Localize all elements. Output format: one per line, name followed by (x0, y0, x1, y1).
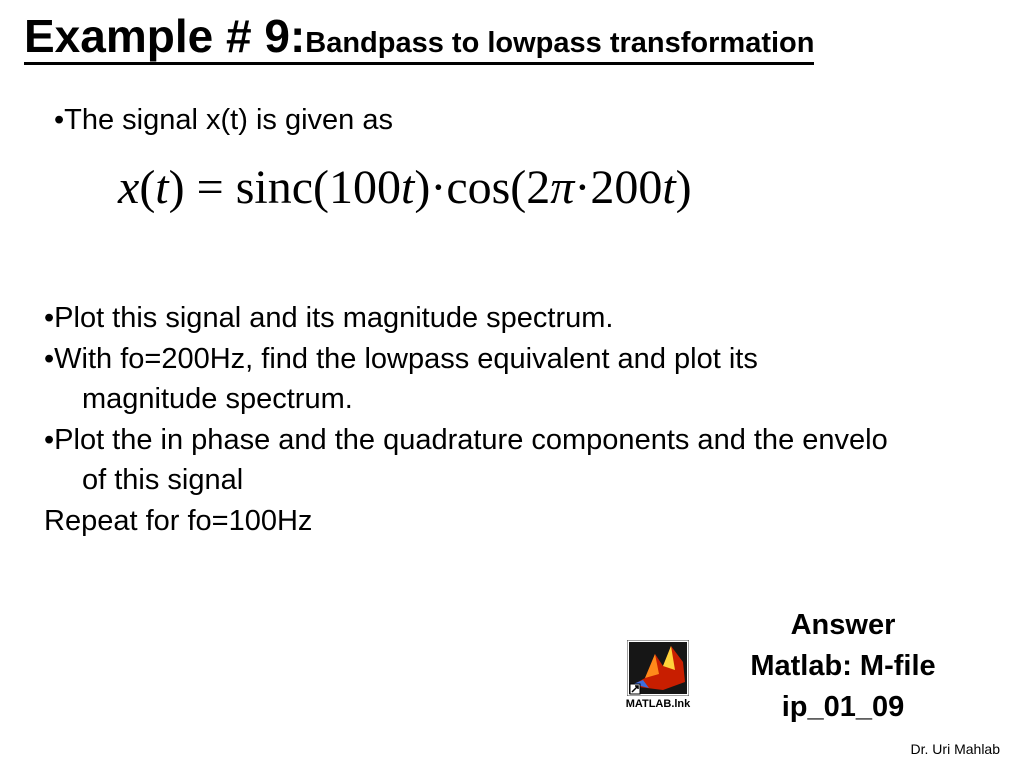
matlab-logo-icon (627, 640, 689, 696)
matlab-shortcut[interactable] (612, 640, 704, 710)
eq-close1: ) = sinc(100 (168, 161, 401, 214)
task-item-continuation: of this signal (82, 464, 244, 497)
eq-x: x (118, 161, 140, 214)
eq-t3: t (662, 161, 676, 214)
answer-file-name: ip_01_09 (781, 691, 905, 723)
eq-open1: ( (139, 161, 156, 214)
answer-file-type: Matlab: M-file (750, 650, 936, 682)
eq-mid: )·cos(2 (414, 161, 551, 214)
eq-close: ) (675, 161, 692, 214)
task-item: •With fo=200Hz, find the lowpass equivalent and plot its (44, 342, 758, 375)
task-item: •Plot this signal and its magnitude spectrum. (44, 302, 614, 334)
matlab-shortcut-label: MATLAB.lnk (625, 698, 691, 710)
signal-equation (118, 160, 692, 215)
answer-label: Answer (790, 609, 896, 641)
task-list (44, 298, 888, 542)
intro-text: •The signal x(t) is given as (54, 104, 393, 136)
eq-mid2: ·200 (574, 161, 663, 214)
eq-t2: t (401, 161, 415, 214)
eq-pi: π (550, 161, 575, 214)
title-main: Example # 9: (24, 10, 306, 62)
slide-title (24, 12, 814, 65)
title-subtitle: Bandpass to lowpass transformation (305, 27, 815, 59)
author-credit: Dr. Uri Mahlab (910, 741, 1000, 757)
eq-t1: t (155, 161, 169, 214)
task-item-continuation: magnitude spectrum. (82, 383, 353, 416)
answer-block (724, 605, 962, 728)
task-item: Repeat for fo=100Hz (44, 504, 313, 537)
task-item: •Plot the in phase and the quadrature components and the envelo (44, 423, 888, 456)
